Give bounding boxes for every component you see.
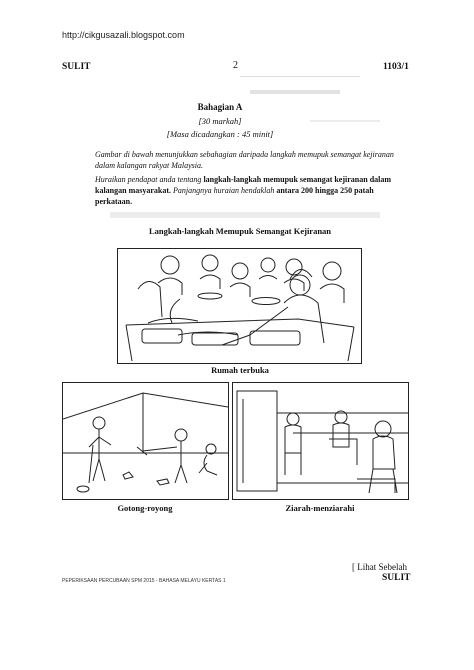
- instruction-paragraph-1: Gambar di bawah menunjukkan sebahagian daripada langkah memupuk semangat kejiranan dalam kalangan rakyat Malaysia.: [95, 150, 394, 170]
- caption-open-house: Rumah terbuka: [211, 365, 269, 375]
- instruction-topic: langkah-langkah memupuk semangat kejiranan dalam kalangan masyarakat.: [95, 175, 392, 195]
- exam-footer: PEPERIKSAAN PERCUBAAN SPM 2015 - BAHASA MELAYU KERTAS 1: [62, 578, 226, 584]
- bleed-line: [310, 120, 380, 122]
- figure-title: Langkah-langkah Memupuk Semangat Kejiranan: [148, 226, 332, 236]
- bleed-line: [110, 212, 380, 218]
- bleed-line: [240, 76, 360, 77]
- section-title: Bahagian A: [197, 102, 243, 112]
- illustration-open-house: [117, 248, 362, 364]
- paper-code: 1103/1: [383, 62, 409, 72]
- suggested-time: [Masa dicadangkan : 45 minit]: [166, 129, 274, 139]
- illustration-gotong-royong: [62, 382, 229, 500]
- caption-ziarah: Ziarah-menziarahi: [285, 503, 355, 513]
- caption-gotong-royong: Gotong-royong: [117, 503, 173, 513]
- page-number: 2: [233, 60, 238, 71]
- illustration-ziarah: [232, 382, 409, 500]
- turn-over-note: [ Lihat Sebelah: [352, 562, 407, 572]
- bleed-line: [250, 90, 340, 94]
- header-sulit: SULIT: [62, 62, 91, 72]
- footer-sulit: SULIT: [382, 573, 411, 583]
- instruction-text: Huraikan pendapat anda tentang: [95, 175, 204, 184]
- instruction-text: Panjangnya huraian hendaklah: [171, 186, 277, 195]
- source-url[interactable]: http://cikgusazali.blogspot.com: [62, 30, 185, 40]
- instruction-paragraph-2: [95, 174, 395, 207]
- instruction-length: antara 200 hingga 250 patah perkataan.: [95, 186, 374, 206]
- section-marks: [30 markah]: [198, 116, 242, 126]
